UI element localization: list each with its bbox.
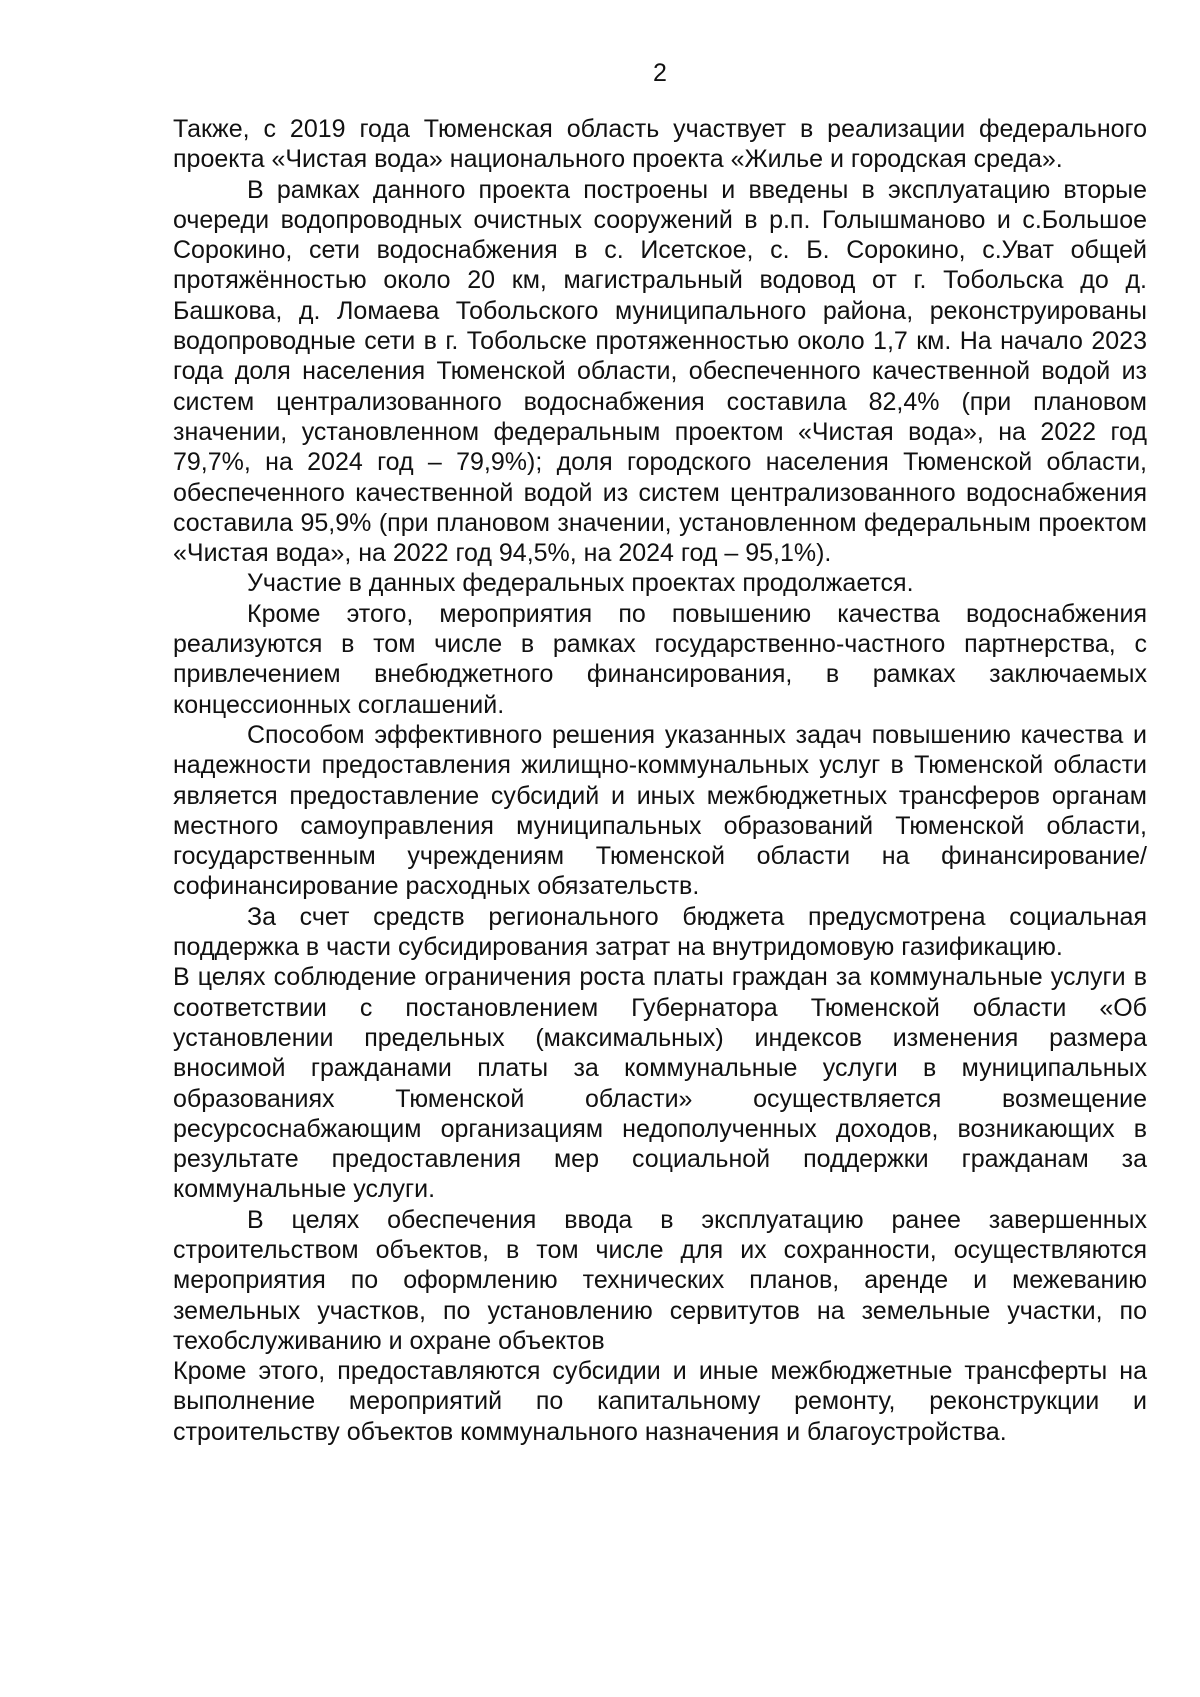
paragraph-4: Кроме этого, мероприятия по повышению качества водоснабжения реализуются в том числе в рамках государственно-частного партнерства, с привлечением внебюджетного финансирования, в рамках заключаемых концессионных соглашений. [173, 599, 1147, 719]
paragraph-6: За счет средств регионального бюджета предусмотрена социальная поддержка в части субсидирования затрат на внутридомовую газификацию. [173, 902, 1147, 962]
paragraph-9: Кроме этого, предоставляются субсидии и иные межбюджетные трансферты на выполнение мероприятий по капитальному ремонту, реконструкции и строительству объектов коммунального назначения и благоустройства. [173, 1357, 1147, 1446]
paragraph-1: Также, с 2019 года Тюменская область участвует в реализации федерального проекта «Чистая вода» национального проекта «Жилье и городская среда». [173, 115, 1147, 174]
document-body [173, 114, 1147, 1447]
paragraph-2: В рамках данного проекта построены и введены в эксплуатацию вторые очереди водопроводных очистных сооружений в р.п. Голышманово и с.Большое Сорокино, сети водоснабжения в с. Исетское, с. Б. Сорокино, с.Уват общей протяжённостью около 20 км, магистральный водовод от г. Тобольска до д. Башкова, д. Ломаева Тобольского муниципального района, реконструированы водопроводные сети в г. Тобольске протяженностью около 1,7 км. На начало 2023 года доля населения Тюменской области, обеспеченного качественной водой из систем централизованного водоснабжения составила 82,4% (при плановом значении, установленном федеральным проектом «Чистая вода», на 2022 год 79,7%, на 2024 год – 79,9%); доля городского населения Тюменской области, обеспеченного качественной водой из систем централизованного водоснабжения составила 95,9% (при плановом значении, установленном федеральным проектом «Чистая вода», на 2022 год 94,5%, на 2024 год – 95,1%). [173, 175, 1147, 568]
page-number: 2 [653, 59, 667, 87]
paragraph-7: В целях соблюдение ограничения роста платы граждан за коммунальные услуги в соответствии с постановлением Губернатора Тюменской области «Об установлении предельных (максимальных) индексов изменения размера вносимой гражданами платы за коммунальные услуги в муниципальных образованиях Тюменской области» осуществляется возмещение ресурсоснабжающим организациям недополученных доходов, возникающих в результате предоставления мер социальной поддержки гражданам за коммунальные услуги. [173, 963, 1147, 1204]
paragraph-3: Участие в данных федеральных проектах продолжается. [247, 569, 914, 598]
paragraph-5: Способом эффективного решения указанных задач повышению качества и надежности предоставления жилищно-коммунальных услуг в Тюменской области является предоставление субсидий и иных межбюджетных трансферов органам местного самоуправления муниципальных образований Тюменской области, государственным учреждениям Тюменской области на финансирование/софинансирование расходных обязательств. [173, 720, 1147, 901]
paragraph-8: В целях обеспечения ввода в эксплуатацию ранее завершенных строительством объектов, в том числе для их сохранности, осуществляются мероприятия по оформлению технических планов, аренде и межеванию земельных участков, по установлению сервитутов на земельные участки, по техобслуживанию и охране объектов [173, 1205, 1147, 1355]
